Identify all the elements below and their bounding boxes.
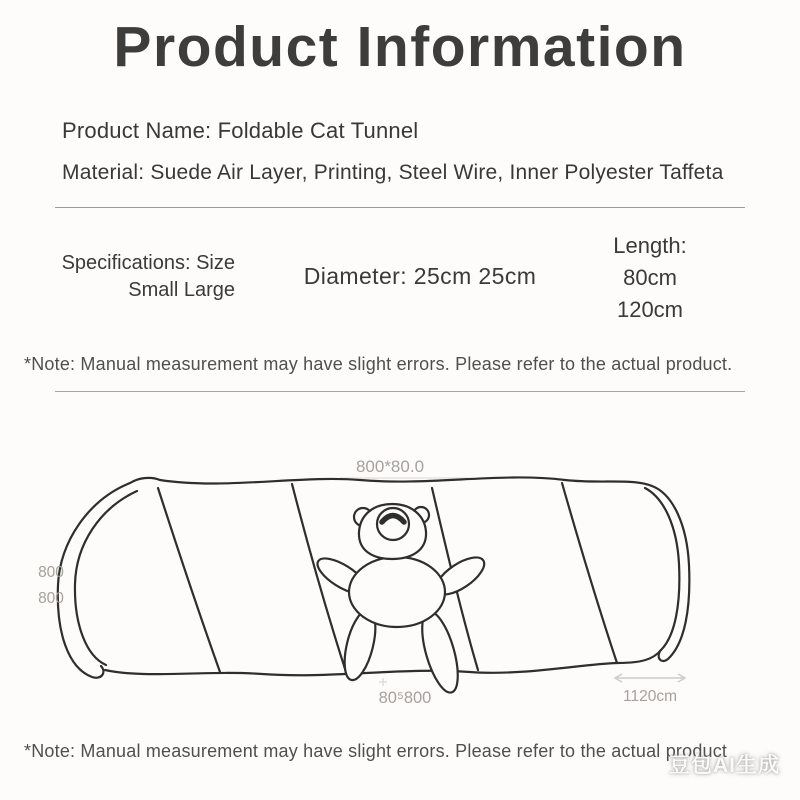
spec-diameter-column: Diameter: 25cm 25cm xyxy=(303,263,537,289)
spec-length-line1: Length: xyxy=(613,233,687,258)
spec-size-line2: Small Large xyxy=(128,279,235,301)
tunnel-left-rim-outer xyxy=(58,483,130,678)
tunnel-segment-line-4 xyxy=(562,483,617,663)
tunnel-right-rim-inner xyxy=(645,488,679,650)
cat-tunnel-illustration xyxy=(0,420,800,730)
product-name-line: Product Name: Foldable Cat Tunnel xyxy=(62,118,419,143)
page-title: Product Information xyxy=(113,15,687,79)
divider-middle xyxy=(55,391,745,392)
ai-watermark: 豆包AI生成 xyxy=(669,754,780,777)
dim-label-left-1: 800 xyxy=(38,564,64,581)
dim-label-top: 800*80.0 xyxy=(355,457,425,476)
tunnel-bottom-edge xyxy=(105,650,661,675)
tunnel-segment-line-1 xyxy=(158,488,220,672)
dim-label-bottom-center: 80⁵800 xyxy=(378,689,432,707)
bear-body xyxy=(349,557,445,627)
note-top: *Note: Manual measurement may have slight errors. Please refer to the actual product. xyxy=(24,354,733,374)
dim-label-bottom-right: 1120cm xyxy=(623,688,677,705)
bear-figure xyxy=(312,504,489,696)
material-line: Material: Suede Air Layer, Printing, Steel Wire, Inner Polyester Taffeta xyxy=(62,161,724,184)
note-bottom: *Note: Manual measurement may have slight errors. Please refer to the actual product xyxy=(24,741,728,761)
tick-mark xyxy=(379,678,387,686)
product-diagram xyxy=(0,420,800,730)
divider-top xyxy=(55,207,745,208)
dim-label-left-2: 800 xyxy=(38,590,64,607)
width-arrow xyxy=(615,674,685,682)
spec-length-line3: 120cm xyxy=(616,297,684,322)
spec-length-line2: 80cm xyxy=(623,265,677,290)
spec-size-line1: Specifications: Size xyxy=(61,252,235,274)
spec-size-column xyxy=(20,250,235,304)
spec-length-column xyxy=(585,230,715,326)
